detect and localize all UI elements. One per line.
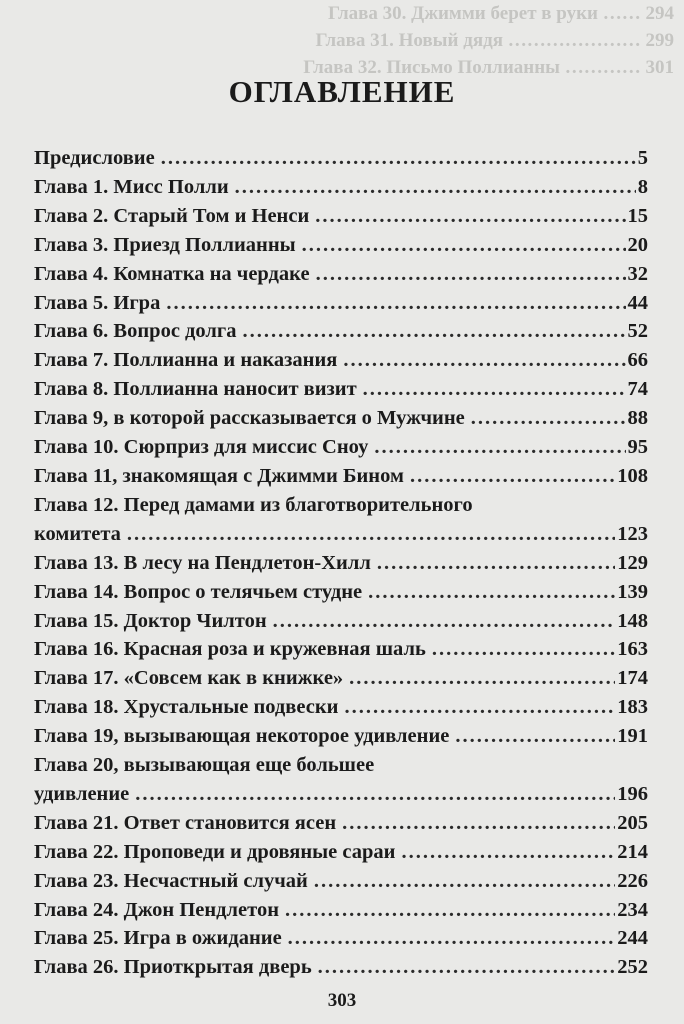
toc-entry	[34, 317, 648, 346]
toc-entry	[34, 867, 648, 896]
toc-entry	[34, 346, 648, 375]
toc-leader	[315, 202, 625, 231]
toc-entry-page: 66	[627, 349, 648, 372]
toc-entry-page: 252	[617, 956, 648, 979]
toc-entry-title: Глава 16. Красная роза и кружевная шаль	[34, 638, 426, 661]
toc-entry	[34, 924, 648, 953]
table-of-contents	[34, 144, 648, 982]
toc-entry-page: 52	[627, 320, 648, 343]
toc-entry-page: 226	[617, 869, 648, 892]
toc-entry	[34, 896, 648, 925]
toc-leader	[135, 780, 615, 809]
bleed-line: Глава 30. Джимми берет в руки …… 294	[328, 3, 674, 24]
toc-entry-page: 163	[617, 638, 648, 661]
toc-entry	[34, 809, 648, 838]
toc-leader	[363, 375, 626, 404]
toc-entry-page: 244	[617, 927, 648, 950]
toc-entry-page: 123	[617, 522, 648, 545]
toc-entry-title: Глава 11, знакомящая с Джимми Бином	[34, 464, 404, 487]
toc-entry-page: 183	[617, 696, 648, 719]
toc-entry-title: Глава 13. В лесу на Пендлетон-Хилл	[34, 551, 371, 574]
toc-entry	[34, 462, 648, 491]
toc-entry-page: 88	[627, 407, 648, 430]
toc-entry-page: 95	[627, 436, 648, 459]
toc-leader	[161, 144, 636, 173]
toc-leader	[377, 549, 615, 578]
toc-entry-title: Предисловие	[34, 147, 155, 169]
toc-entry	[34, 202, 648, 231]
toc-entry-title: Глава 24. Джон Пендлетон	[34, 898, 280, 921]
toc-entry	[34, 144, 648, 173]
toc-entry	[34, 289, 648, 318]
toc-entry-page: 32	[627, 262, 648, 285]
bleed-through-text	[244, 0, 684, 80]
toc-leader	[342, 809, 615, 838]
toc-entry-page: 205	[617, 811, 648, 834]
toc-leader	[455, 722, 615, 751]
toc-leader	[316, 260, 626, 289]
toc-entry-title: Глава 10. Сюрприз для миссис Сноу	[34, 436, 369, 459]
toc-entry-page: 234	[617, 898, 648, 921]
toc-entry-page: 148	[617, 609, 648, 632]
toc-leader	[401, 838, 615, 867]
toc-leader	[471, 404, 626, 433]
toc-leader	[410, 462, 615, 491]
toc-entry-page: 5	[637, 147, 648, 169]
toc-entry-title-continued: комитета	[34, 522, 121, 545]
toc-leader	[344, 693, 615, 722]
toc-entry-title: Глава 5. Игра	[34, 291, 161, 314]
toc-entry-page: 214	[617, 840, 648, 863]
toc-entry-page: 108	[617, 464, 648, 487]
toc-entry-title: Глава 2. Старый Том и Ненси	[34, 204, 310, 227]
toc-entry-title: Глава 8. Поллианна наносит визит	[34, 378, 357, 401]
toc-entry-title: Глава 12. Перед дамами из благотворительного	[34, 493, 473, 516]
toc-entry-title: Глава 9, в которой рассказывается о Мужчине	[34, 407, 465, 430]
toc-entry-page: 196	[617, 782, 648, 805]
toc-entry-title: Глава 1. Мисс Полли	[34, 175, 229, 198]
toc-entry	[34, 404, 648, 433]
toc-leader	[368, 578, 615, 607]
toc-entry-page: 139	[617, 580, 648, 603]
toc-leader	[235, 173, 636, 202]
toc-leader	[166, 289, 625, 318]
toc-entry	[34, 635, 648, 664]
toc-leader	[343, 346, 625, 375]
toc-entry	[34, 260, 648, 289]
toc-entry-title: Глава 18. Хрустальные подвески	[34, 696, 339, 719]
toc-entry-title: Глава 26. Приоткрытая дверь	[34, 956, 312, 979]
toc-entry-title-continued: удивление	[34, 782, 130, 805]
bleed-line: Глава 32. Письмо Поллианны ………… 301	[303, 57, 674, 78]
bleed-line: Глава 31. Новый дядя ………………… 299	[315, 30, 674, 51]
toc-entry-title: Глава 15. Доктор Чилтон	[34, 609, 267, 632]
toc-entry-page: 15	[627, 204, 648, 227]
toc-entry-title: Глава 23. Несчастный случай	[34, 869, 308, 892]
toc-entry-title: Глава 6. Вопрос долга	[34, 320, 237, 343]
toc-entry-title: Глава 19, вызывающая некоторое удивление	[34, 725, 450, 748]
toc-entry-page: 8	[637, 175, 648, 198]
toc-entry-title: Глава 20, вызывающая еще большее	[34, 754, 375, 777]
toc-entry-page: 191	[617, 725, 648, 748]
toc-entry	[34, 173, 648, 202]
toc-entry	[34, 838, 648, 867]
toc-leader	[127, 520, 615, 549]
toc-entry-title: Глава 7. Поллианна и наказания	[34, 349, 338, 372]
toc-entry-page: 74	[627, 378, 648, 401]
toc-entry	[34, 722, 648, 751]
toc-entry	[34, 520, 648, 549]
toc-entry-title: Глава 21. Ответ становится ясен	[34, 811, 337, 834]
toc-entry-title: Глава 3. Приезд Поллианны	[34, 233, 296, 256]
toc-leader	[302, 231, 626, 260]
toc-entry-title: Глава 25. Игра в ожидание	[34, 927, 282, 950]
toc-leader	[314, 867, 615, 896]
toc-leader	[374, 433, 625, 462]
toc-entry	[34, 664, 648, 693]
toc-entry	[34, 780, 648, 809]
toc-leader	[349, 664, 615, 693]
toc-entry-page: 44	[627, 291, 648, 314]
toc-entry	[34, 578, 648, 607]
toc-leader	[288, 924, 616, 953]
toc-entry	[34, 693, 648, 722]
toc-entry	[34, 433, 648, 462]
toc-entry	[34, 549, 648, 578]
toc-entry-title: Глава 4. Комнатка на чердаке	[34, 262, 310, 285]
toc-entry-page: 174	[617, 667, 648, 690]
toc-entry	[34, 607, 648, 636]
toc-leader	[273, 607, 616, 636]
toc-leader	[318, 953, 616, 982]
toc-leader	[242, 317, 625, 346]
toc-leader	[285, 896, 615, 925]
toc-entry-title: Глава 17. «Совсем как в книжке»	[34, 667, 344, 690]
toc-entry-page: 129	[617, 551, 648, 574]
toc-entry	[34, 375, 648, 404]
toc-entry	[34, 953, 648, 982]
page-number: 303	[327, 990, 357, 1011]
toc-leader	[432, 635, 615, 664]
toc-entry-title: Глава 14. Вопрос о телячьем студне	[34, 580, 363, 603]
toc-entry-page: 20	[627, 233, 648, 256]
toc-entry-title: Глава 22. Проповеди и дровяные сараи	[34, 840, 396, 863]
page-title: ОГЛАВЛЕНИЕ	[228, 74, 456, 109]
toc-entry	[34, 231, 648, 260]
